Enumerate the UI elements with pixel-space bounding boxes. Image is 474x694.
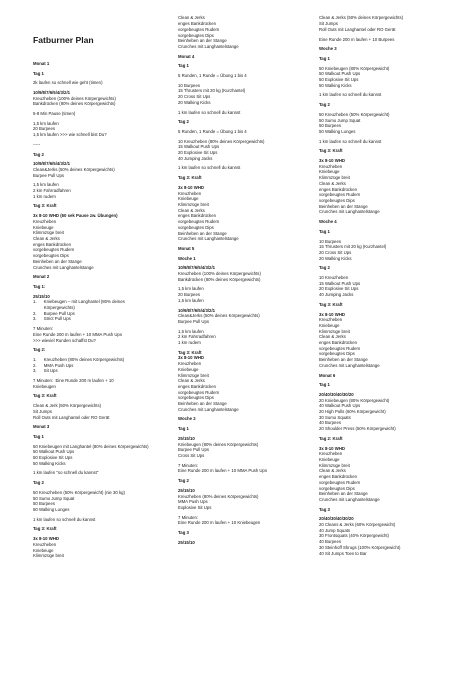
text-line: vorgebeugtes Dips bbox=[319, 485, 355, 491]
text-line: vorgebeugtes Rudern bbox=[178, 389, 220, 395]
text-line: Kniebeuge bbox=[178, 366, 199, 372]
text-line: 1,5 km laufen >>> wie schnell bist Du? bbox=[33, 132, 107, 138]
text-line: 50 Walkout Push Ups bbox=[319, 71, 361, 77]
text-line: Cross Sit Ups bbox=[178, 453, 205, 458]
text-line: 3. Sit Ups bbox=[33, 368, 58, 374]
text-line: 1 km laufen so schnell du kannst bbox=[178, 165, 241, 171]
text-line: Burpee Pull Ups bbox=[33, 172, 65, 178]
section-heading: Tag 2 bbox=[319, 102, 330, 108]
text-line: Crunches mit Langhantelstange bbox=[319, 496, 380, 502]
text-line: 5-8 Min Pause (timen) bbox=[33, 111, 76, 117]
section-heading: Monat 3 bbox=[33, 424, 50, 430]
section-heading: Tag 3 bbox=[178, 530, 189, 536]
column-1-body bbox=[33, 61, 171, 559]
text-line: >>> wieviel Runden schaffst Du? bbox=[33, 337, 96, 343]
text-line: Kniebeugen bbox=[33, 383, 56, 389]
text-line: Clean & Jerks bbox=[178, 15, 205, 21]
section-heading: 10/9/8/7/6/5/4/3/2/1 bbox=[178, 307, 216, 313]
text-line: Crunches mit Langhantelstange bbox=[319, 209, 380, 215]
section-heading: Tag 1 bbox=[178, 63, 189, 69]
text-line: Kreuzheben (100% deines Körpergewichts) bbox=[178, 271, 261, 277]
text-line: 50 Sumo Jump Squat bbox=[33, 495, 75, 501]
section-heading: Tag 1 bbox=[319, 55, 330, 61]
text-line: vorgebeugtes Dips bbox=[178, 395, 214, 401]
text-line: 40 Jumping Jacks bbox=[319, 292, 354, 298]
column-3-body bbox=[319, 15, 457, 556]
text-line: vorgebeugtes Rudern bbox=[33, 247, 75, 253]
text-line: enges Bankdrücken bbox=[319, 340, 357, 346]
section-heading: Tag 2: bbox=[33, 347, 46, 353]
text-line: 30 Steinhoff Shrugs (100% Körpergewicht) bbox=[319, 544, 401, 550]
section-heading: 10/9/8/7/6/5/4/3/2/1 bbox=[33, 161, 71, 167]
text-line: 40 Burpees bbox=[319, 539, 341, 545]
text-line: Sit Jumps bbox=[33, 408, 52, 414]
text-line: Kreuzheben bbox=[319, 317, 343, 323]
text-line: Klimmzüge breit bbox=[319, 462, 350, 468]
text-line: vorgebeugtes Dips bbox=[33, 253, 69, 259]
text-line: 1,5 km laufen bbox=[178, 286, 204, 292]
text-line: Clean&Jerks (50% deines Körpergewichts) bbox=[33, 166, 115, 172]
text-line: 20 Shoulder Press (50% Körpergewicht) bbox=[319, 426, 396, 432]
text-line: Clean & Jerks bbox=[178, 207, 205, 213]
text-line: 1,5 km laufen bbox=[33, 182, 59, 188]
text-line: 1,5 km laufen bbox=[178, 297, 204, 303]
column-2-body bbox=[178, 15, 316, 545]
text-line: 20 Burpees bbox=[33, 126, 55, 132]
text-line: Clean&Jerks (50% deines Körpergewichts) bbox=[178, 313, 260, 319]
section-heading: Woche 1 bbox=[178, 255, 196, 261]
section-heading: 25/15/10 bbox=[178, 487, 195, 493]
text-line: Kniebeugen (80% deines Körpergewichts) bbox=[178, 441, 259, 447]
section-heading: Tag 1 bbox=[319, 382, 330, 388]
text-line: enges Bankdrücken bbox=[178, 21, 216, 27]
text-line: 1 km laufen so schnell du kannst bbox=[319, 92, 382, 98]
text-line: 1 km rudern bbox=[178, 340, 201, 346]
text-line: 50 Kreuzheben (50% Körpergewicht) (nie 30 kg) bbox=[33, 489, 125, 495]
text-line: 1 km rudern bbox=[33, 193, 56, 199]
text-line: vorgebeugtes Dips bbox=[319, 197, 355, 203]
text-line: 50 Sumo Jump Squat bbox=[319, 117, 361, 123]
text-line: Clean & Jerks bbox=[33, 235, 60, 241]
text-line: Clean & Jerks bbox=[319, 468, 346, 474]
text-line: Clean & Jerks bbox=[319, 334, 346, 340]
section-heading: 3x 8-10 WHD bbox=[33, 536, 60, 542]
section-heading: Tag 3: Kraft bbox=[33, 526, 57, 532]
text-line: vorgebeugtes Rudern bbox=[178, 219, 220, 225]
text-line: 50 Burpees bbox=[33, 501, 55, 507]
text-line: Kreuzheben bbox=[178, 190, 202, 196]
text-line: 50 Kniebeugen (80% Körpergewicht) bbox=[319, 65, 390, 71]
column-2 bbox=[178, 4, 316, 674]
section-heading: Tag 1 bbox=[178, 426, 189, 432]
column-1 bbox=[33, 24, 171, 694]
text-line: Kreuzheben bbox=[178, 361, 202, 367]
text-line: 1 km laufen "so schnell du kannst" bbox=[33, 470, 99, 476]
text-line: 30 Frontsquats (40% Körpergewicht) bbox=[319, 533, 389, 539]
text-line: Kreuzheben bbox=[319, 451, 343, 457]
text-line: ----- bbox=[33, 141, 41, 147]
text-line: Beinheben an der Stange bbox=[178, 401, 227, 407]
text-line: 40 Sit Jumps Toes to Bar bbox=[319, 550, 367, 556]
section-heading: Tag 3: Kraft bbox=[319, 148, 343, 154]
text-line: 50 Walking Lunges bbox=[319, 128, 356, 134]
text-line: 30 Sumo Squats bbox=[319, 414, 351, 420]
text-line: Clean & Jerks (50% deines Körpergewichts) bbox=[319, 15, 404, 21]
text-line: Burpee Pull Ups bbox=[178, 318, 210, 324]
text-line: 20 Walking Kicks bbox=[178, 99, 211, 105]
text-line: Beinheben an der Stange bbox=[319, 357, 368, 363]
section-heading: Woche 4 bbox=[319, 219, 337, 225]
text-line: Kniebeuge bbox=[33, 547, 54, 553]
text-line: Bankdrücken (80% deines Körpergewichts) bbox=[33, 101, 116, 107]
text-line: vorgebeugtes Dips bbox=[178, 32, 214, 38]
text-line: 50 Explosive Sit Ups bbox=[319, 77, 359, 83]
text-line: 5 Runden, 1 Runde = Übung 1 bis 4 bbox=[178, 128, 247, 134]
section-heading: Tag 3: Kraft bbox=[178, 175, 202, 181]
text-line: 1 km laufen so schnell du kannst bbox=[319, 138, 382, 144]
text-line: 20 Cleans & Jerks (60% Körpergewicht) bbox=[319, 522, 396, 528]
text-line: Eine Runde 200 m laufen + 10 MMA Push Ups bbox=[178, 468, 267, 474]
text-line: 2. Burpee Pull Ups bbox=[33, 310, 75, 316]
section-heading: Tag 3: Kraft bbox=[33, 203, 57, 209]
text-line: 1. Kniebeugen – mit Langhantel (80% deines bbox=[33, 299, 125, 305]
text-line: Beinheben an der Stange bbox=[178, 38, 227, 44]
text-line: 15 Thrusters mit 20 kg (Kurzhantel) bbox=[319, 244, 387, 250]
text-line: 40 Jumping Jacks bbox=[178, 155, 213, 161]
section-heading: Tag 1 bbox=[319, 228, 330, 234]
section-heading: Monat 4 bbox=[178, 53, 195, 59]
text-line: 20 Kniebeugen (80% Körpergewicht) bbox=[319, 397, 390, 403]
text-line: Kniebeuge bbox=[319, 322, 340, 328]
section-heading: Tag 2: Kraft bbox=[319, 435, 343, 441]
text-line: 3. Strict Pull Ups bbox=[33, 316, 71, 322]
text-line: Körpergewichts) bbox=[33, 305, 75, 311]
text-line: 40 Burpees bbox=[319, 420, 341, 426]
text-line: 2k laufen so schnell wie geht (timen) bbox=[33, 80, 103, 86]
text-line: 50 Walking Kicks bbox=[319, 82, 352, 88]
text-line: Crunches mit Langhantelstange bbox=[33, 264, 94, 270]
text-line: Beinheben an der Stange bbox=[33, 258, 82, 264]
text-line: 20 Explosive Sit Ups bbox=[178, 150, 218, 156]
section-heading: Tag 2 bbox=[178, 119, 189, 125]
text-line: Kreuzheben bbox=[33, 218, 57, 224]
text-line: 10 Kreuzheben bbox=[319, 275, 349, 281]
section-heading: Tag 1 bbox=[33, 433, 44, 439]
text-line: 50 Burpees bbox=[319, 123, 341, 129]
section-heading: 10/9/8/7/6/5/4/3/2/1 bbox=[178, 265, 216, 271]
document-title: Fatburner Plan bbox=[33, 35, 94, 46]
text-line: 7 Minuten: bbox=[178, 514, 199, 520]
text-line: 20 High Pulls (60% Körpergewicht) bbox=[319, 409, 386, 415]
text-line: Beinheben an der Stange bbox=[319, 203, 368, 209]
text-line: enges Bankdrücken bbox=[319, 186, 357, 192]
text-line: 50 Walking Lunges bbox=[33, 507, 70, 512]
section-heading: 3x 8-10 WHD bbox=[319, 445, 346, 451]
section-heading: Tag 3: Kraft bbox=[33, 393, 57, 399]
text-line: 50 Walkout Push Ups bbox=[33, 449, 75, 455]
text-line: vorgebeugtes Dips bbox=[178, 224, 214, 230]
text-line: 1,5 km laufen bbox=[178, 328, 204, 334]
text-line: enges Bankdrücken bbox=[319, 474, 357, 480]
section-heading: Woche 2 bbox=[178, 416, 196, 422]
text-line: 10 Burpees bbox=[178, 82, 200, 88]
text-line: Crunches mit Langhantelstange bbox=[178, 406, 239, 412]
text-line: 15 Thrusters mit 20 kg (Kurzhantel) bbox=[178, 88, 246, 94]
text-line: 1 km laufen so schnell du kannst bbox=[33, 516, 96, 522]
text-line: Klimmzüge breit bbox=[178, 201, 209, 207]
text-line: 5 Runden, 1 Runde = Übung 1 bis 4 bbox=[178, 73, 247, 79]
text-line: 50 Walking Kicks bbox=[33, 460, 66, 466]
text-line: 7 Minuten: bbox=[178, 462, 199, 468]
text-line: Klimmzüge breit bbox=[178, 372, 209, 378]
section-heading: Woche 3 bbox=[319, 46, 337, 52]
section-heading: Tag 3: Kraft bbox=[319, 301, 343, 307]
section-heading: 3x 8-10 WHD bbox=[319, 311, 346, 317]
text-line: 7 Minuten: Eine Runde 200 m laufen + 10 bbox=[33, 378, 114, 384]
text-line: Kniebeuge bbox=[33, 224, 54, 230]
text-line: Crunches mit Langhantelstange bbox=[178, 43, 239, 49]
text-line: 2. MMA Push Ups bbox=[33, 362, 74, 368]
section-heading: 25/15/10 bbox=[178, 435, 195, 441]
text-line: Clean & Jerk (50% Körpergewichts) bbox=[33, 403, 102, 409]
text-line: 20 Explosive Sit Ups bbox=[319, 286, 359, 292]
section-heading: Tag 2 bbox=[319, 265, 330, 271]
section-heading: Tag 3 bbox=[319, 506, 330, 512]
text-line: Kniebeuge bbox=[319, 169, 340, 175]
section-heading: Monat 1 bbox=[33, 60, 50, 66]
text-line: vorgebeugtes Rudern bbox=[319, 192, 361, 198]
text-line: Kreuzheben bbox=[319, 163, 343, 169]
section-heading: 25/15/10 bbox=[33, 293, 50, 299]
text-line: Burpee Pull Ups bbox=[178, 447, 210, 453]
text-line: Kniebeuge bbox=[178, 196, 199, 202]
text-line: Klimmzüge breit bbox=[319, 328, 350, 334]
section-heading: Tag 2 bbox=[33, 151, 44, 157]
text-line: Beinheben an der Stange bbox=[178, 230, 227, 236]
text-line: Clean & Jerks bbox=[178, 378, 205, 384]
section-heading: Monat 2 bbox=[33, 274, 50, 280]
text-line: vorgebeugtes Rudern bbox=[178, 26, 220, 32]
text-line: 1,5 km laufen bbox=[33, 120, 59, 126]
section-heading: 25/15/10 bbox=[178, 539, 195, 545]
section-heading: 3x 8-10 WHD (60 sek Pause zw. Übungen) bbox=[33, 213, 118, 219]
text-line: Kreuzheben (80% deines Körpergewichts) bbox=[178, 493, 259, 499]
text-line: 20 Cross Sit Ups bbox=[178, 94, 211, 100]
text-line: enges Bankdrücken bbox=[178, 383, 216, 389]
text-line: 20 Cross Sit Ups bbox=[319, 249, 352, 255]
text-line: Sit Jumps bbox=[319, 21, 338, 27]
text-line: 10 Kreuzheben (80% deines Körpergewichts) bbox=[178, 138, 265, 144]
text-line: Beinheben an der Stange bbox=[319, 491, 368, 497]
text-line: Roll Outs mit Langhantel oder RO Gerät bbox=[319, 26, 396, 32]
text-line: Eine Runde 200 m laufen + 10 MMA Push Ups bbox=[33, 331, 122, 337]
text-line: enges Bankdrücken bbox=[178, 213, 216, 219]
text-line: 40 Jump Squats bbox=[319, 527, 351, 533]
section-heading: Monat 6 bbox=[319, 372, 336, 378]
text-line: MMA Push Ups bbox=[178, 499, 208, 505]
text-line: Roll Outs mit Langhantel oder RO Gerät bbox=[33, 414, 110, 420]
text-line: 15 Walkout Push Ups bbox=[178, 144, 220, 150]
text-line: vorgebeugtes Rudern bbox=[319, 479, 361, 485]
text-line: 2 km Fahrradfahren bbox=[33, 188, 71, 194]
section-heading: Tag 1: bbox=[33, 283, 46, 289]
text-line: 7 Minuten: bbox=[33, 326, 54, 332]
text-line: Crunches mit Langhantelstange bbox=[319, 362, 380, 368]
section-heading: Tag 2 bbox=[33, 480, 44, 486]
section-heading: Tag 3: Kraft bbox=[178, 349, 202, 355]
text-line: Klimmzüge breit bbox=[33, 230, 64, 236]
section-heading: 20/40/30/40/30/20 bbox=[319, 391, 354, 397]
section-heading: 3x 8-10 WHD bbox=[319, 158, 346, 164]
text-line: Crunches mit Langhantelstange bbox=[178, 236, 239, 242]
text-line: Eine Runde 200 m laufen + 10 Burpees bbox=[319, 36, 395, 42]
text-line: Klimmzüge breit bbox=[319, 175, 350, 181]
section-heading: Tag 2 bbox=[178, 478, 189, 484]
text-line: vorgebeugtes Rudern bbox=[319, 345, 361, 351]
text-line: 20 Burpees bbox=[178, 292, 200, 298]
section-heading: 3x 8-10 WHD bbox=[178, 355, 205, 361]
text-line: 10 Burpees bbox=[319, 238, 341, 244]
text-line: 20 Walking Kicks bbox=[319, 255, 352, 261]
text-line: 50 Explosive Sit Ups bbox=[33, 455, 73, 461]
text-line: vorgebeugtes Dips bbox=[319, 351, 355, 357]
text-line: Kreuzheben (100% deines Körpergewichts) bbox=[33, 95, 116, 101]
text-line: Kniebeuge bbox=[319, 457, 340, 462]
section-heading: Monat 5 bbox=[178, 245, 195, 251]
text-line: 50 Kreuzheben (50% Körpergewicht) bbox=[319, 111, 390, 117]
text-line: Clean & Jerks bbox=[319, 180, 346, 186]
section-heading: Tag 1 bbox=[33, 70, 44, 76]
text-line: 1. Kreuzheben (80% deines Körpergewichts) bbox=[33, 356, 125, 362]
text-line: 40 Walkout Push Ups bbox=[319, 403, 361, 409]
column-3 bbox=[319, 4, 457, 674]
text-line: Klimmzüge breit bbox=[33, 553, 64, 559]
text-line: 1 km laufen so schnell du kannst bbox=[178, 109, 241, 115]
section-heading: 3x 8-10 WHD bbox=[178, 184, 205, 190]
section-heading: 10/9/8/7/6/5/4/3/2/1 bbox=[33, 89, 71, 95]
text-line: 15 Walkout Push Ups bbox=[319, 280, 361, 286]
text-line: Eine Runde 200 m laufen + 10 Kniebeugen bbox=[178, 520, 261, 526]
text-line: 50 Kniebeugen mit Langhantel (80% deines Körpergewichts) bbox=[33, 443, 149, 449]
text-line: 2 km Fahrradfahren bbox=[178, 334, 216, 340]
text-line: Bankdrücken (80% deines Körpergewichts) bbox=[178, 276, 261, 282]
text-line: Kreuzheben bbox=[33, 541, 57, 547]
text-line: enges Bankdrücken bbox=[33, 241, 71, 247]
section-heading: 20/40/30/40/30/20 bbox=[319, 516, 354, 522]
text-line: Explosive Sit Ups bbox=[178, 504, 212, 510]
